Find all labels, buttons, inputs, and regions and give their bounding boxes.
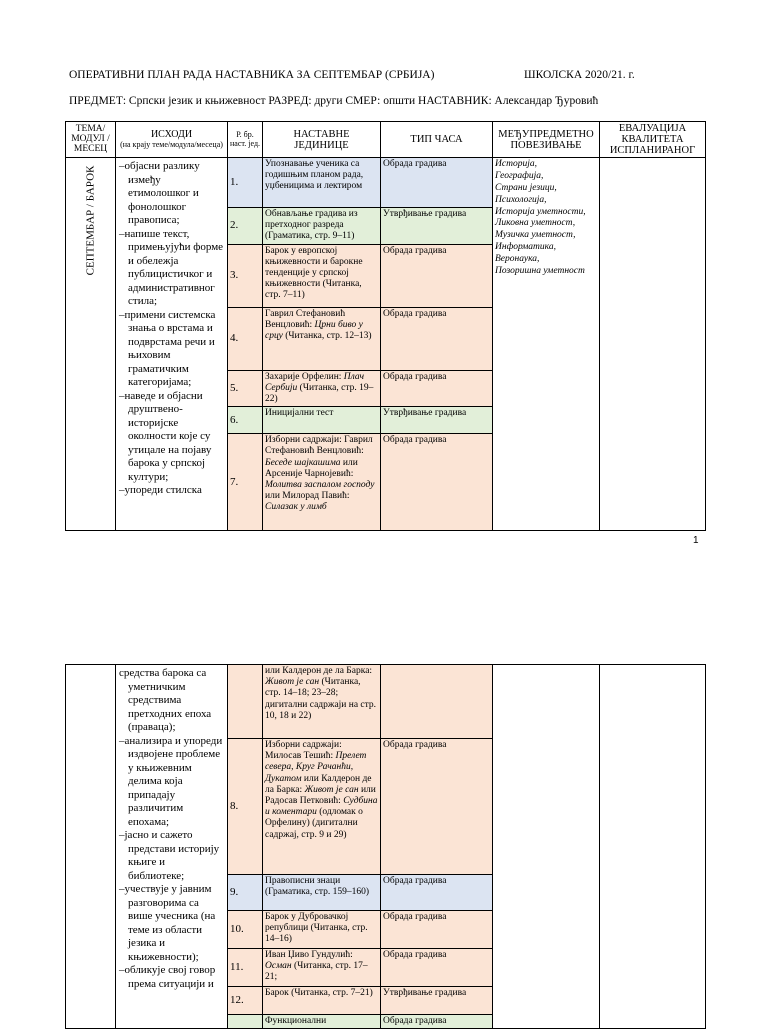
outcomes-cell xyxy=(116,158,228,531)
lesson-text: или Арсеније Чарнојевић: xyxy=(265,457,358,479)
lesson-number: 8. xyxy=(228,739,263,875)
lesson-type: Утврђивање градива xyxy=(381,208,493,245)
lesson-number: 1. xyxy=(228,158,263,208)
correlation-cell xyxy=(493,665,600,1029)
lesson-text: Барок (Читанка, стр. 7–21) xyxy=(265,988,373,998)
header-theme: ТЕМА/ МОДУЛ /МЕСЕЦ xyxy=(66,122,116,158)
header-lesson-number: Р. бр. наст. јед. xyxy=(228,122,263,158)
lesson-type: Обрада градива xyxy=(381,244,493,307)
outcome-item: –наведе и објасни друштвено-историјске околности које су утицале на појаву барока у српској култури; xyxy=(119,389,212,483)
lesson-number xyxy=(228,1015,263,1029)
lesson-unit xyxy=(263,244,381,307)
lesson-text: Обнављање градива из претходног разреда (Граматика, стр. 9–11) xyxy=(265,209,358,242)
lesson-title-italic: Осман xyxy=(265,961,292,972)
lesson-title-italic: Силазак у лимб xyxy=(265,502,327,513)
lesson-type: Обрада градива xyxy=(381,739,493,875)
plan-title: ОПЕРАТИВНИ ПЛАН РАДА НАСТАВНИКА ЗА СЕПТЕМБАР (СРБИЈА) xyxy=(69,69,435,81)
lesson-type: Обрада градива xyxy=(381,949,493,987)
lesson-number: 4. xyxy=(228,307,263,370)
outcome-item: –обликује свој говор према ситуацији и xyxy=(119,964,216,990)
correlation-item: Веронаука, xyxy=(495,254,540,265)
lesson-text: или Калдерон де ла Барка: xyxy=(265,666,373,676)
theme-cell xyxy=(66,158,116,531)
lesson-unit xyxy=(263,407,381,434)
header-outcomes-title: ИСХОДИ xyxy=(150,129,193,141)
correlation-item: Позоришна уметност xyxy=(495,265,585,276)
correlation-item: Музичка уметност, xyxy=(495,230,576,241)
lesson-number: 12. xyxy=(228,987,263,1015)
lesson-title-italic: Живот је сан xyxy=(304,784,359,795)
lesson-text: (Читанка, стр. 14–18; 23–28; дигитални садржаји на стр. 10, 18 и 22) xyxy=(265,677,377,721)
lesson-type: Обрада градива xyxy=(381,307,493,370)
evaluation-cell xyxy=(600,665,706,1029)
lesson-number: 5. xyxy=(228,370,263,407)
outcome-item: –објасни разлику између етимолошког и фонолошког правописа; xyxy=(119,160,200,227)
theme-cell xyxy=(66,665,116,1029)
lesson-text: (одломак о Орфелину) (дигитални садржај, стр. 9 и 29) xyxy=(265,807,363,840)
lesson-title-italic: Прелет севера, Круг Рачанћи, Дукатом xyxy=(265,751,367,784)
lesson-unit xyxy=(263,949,381,987)
outcomes-cell xyxy=(116,665,228,1029)
lesson-text: Функционални xyxy=(265,1016,327,1026)
outcome-item: –упореди стилска xyxy=(119,484,202,497)
lesson-unit xyxy=(263,739,381,875)
lesson-number: 10. xyxy=(228,911,263,949)
lesson-number: 6. xyxy=(228,407,263,434)
lesson-type: Обрада градива xyxy=(381,1015,493,1029)
lesson-title-italic: Црни биво у срцу xyxy=(265,319,363,342)
lesson-type: Обрада градива xyxy=(381,875,493,911)
outcome-item: –напише текст, примењујући форме и обележја публицистичког и административног стила; xyxy=(119,227,224,308)
lesson-type: Обрада градива xyxy=(381,370,493,407)
correlation-cell xyxy=(493,158,600,531)
header-evaluation: ЕВАЛУАЦИЈА КВАЛИТЕТА ИСПЛАНИРАНОГ xyxy=(600,122,706,158)
lesson-unit xyxy=(263,987,381,1015)
lesson-unit xyxy=(263,208,381,245)
lesson-unit xyxy=(263,434,381,531)
lesson-text: Упознавање ученика са годишњим планом рада, уџбеницима и лектиром xyxy=(265,159,364,192)
school-year: ШКОЛСКА 2020/21. г. xyxy=(524,69,635,81)
lesson-text: Гаврил Стефановић Венцловић: xyxy=(265,308,346,330)
lesson-title-italic: Судбина и коментари xyxy=(265,796,378,818)
lesson-number: 2. xyxy=(228,208,263,245)
lesson-type: Утврђивање градива xyxy=(381,987,493,1015)
lesson-text: или Радосав Петковић: xyxy=(265,784,376,807)
lesson-title-italic: Молитва заспалом господу xyxy=(265,480,375,491)
lesson-unit xyxy=(263,307,381,370)
lesson-unit xyxy=(263,370,381,407)
lesson-number: 9. xyxy=(228,875,263,911)
lesson-number: 3. xyxy=(228,244,263,307)
lesson-type: Обрада градива xyxy=(381,434,493,531)
lesson-title-italic: Плач Сербији xyxy=(265,371,365,393)
lesson-unit xyxy=(263,665,381,739)
lesson-text: (Читанка, стр. 12–13) xyxy=(282,331,372,342)
correlation-item: Историја уметности, xyxy=(495,206,586,217)
header-units: НАСТАВНЕ ЈЕДИНИЦЕ xyxy=(263,122,381,158)
correlation-item: Историја, xyxy=(495,159,537,170)
outcome-item: –јасно и сажето представи историју књиге и библиотеке; xyxy=(119,829,220,882)
lesson-number: 11. xyxy=(228,949,263,987)
evaluation-cell xyxy=(600,158,706,531)
correlation-item: Ликовна уметност, xyxy=(495,218,576,229)
lesson-text: или Милорад Павић: xyxy=(265,491,350,502)
lesson-text: (Читанка, стр. 19–22) xyxy=(265,382,374,405)
lesson-type: Утврђивање градива xyxy=(381,407,493,434)
plan-header xyxy=(69,69,709,81)
correlation-item: Географија, xyxy=(495,170,544,181)
lesson-text: Иницијални тест xyxy=(265,408,334,419)
lesson-text: (Читанка, стр. 17–21; xyxy=(265,961,368,983)
correlation-item: Информатика, xyxy=(495,242,556,253)
outcome-item: –учествује у јавним разговорима са више учесника (на теме из области језика и књижевности); xyxy=(119,883,216,963)
correlation-item: Страни језици, xyxy=(495,182,557,193)
correlation-item: Психологија, xyxy=(495,194,547,205)
lesson-text: Изборни садржаји: Гаврил Стефановић Венцловић: xyxy=(265,435,373,457)
lesson-unit xyxy=(263,1015,381,1029)
outcome-item: –примени системска знања о врстама и подврстама речи и њиховим граматичким категоријама; xyxy=(119,308,216,389)
lesson-unit xyxy=(263,875,381,911)
lesson-text: Барок у Дубровачкој републици (Читанка, стр. 14–16) xyxy=(265,912,368,945)
lesson-number: 7. xyxy=(228,434,263,531)
table-row xyxy=(66,665,706,739)
page-number: 1 xyxy=(693,535,699,546)
plan-table-page-1 xyxy=(65,121,706,531)
lesson-text: Правописни знаци (Граматика, стр. 159–160) xyxy=(265,876,370,898)
theme-vertical-label: СЕПТЕМБАР / БАРОК xyxy=(84,165,97,276)
outcome-item: средства барока са уметничким средствима претходних епоха (правaца); xyxy=(119,667,212,734)
lesson-text: или Калдерон де ла Барка: xyxy=(265,773,372,795)
lesson-number xyxy=(228,665,263,739)
subject-line: ПРЕДМЕТ: Српски језик и књижевност РАЗРЕД: други СМЕР: општи НАСТАВНИК: Александар Ђуровић xyxy=(69,95,599,107)
lesson-text: Изборни садржаји: Милосав Тешић: xyxy=(265,740,342,762)
table-header-row xyxy=(66,122,706,158)
header-lesson-type: ТИП ЧАСА xyxy=(381,122,493,158)
header-outcomes xyxy=(116,122,228,158)
lesson-type: Обрада градива xyxy=(381,911,493,949)
lesson-text: Захарије Орфелин: xyxy=(265,371,344,382)
header-outcomes-subtitle: (на крају теме/модула/месеца) xyxy=(120,139,223,149)
lesson-type xyxy=(381,665,493,739)
lesson-text: Иван Џиво Гундулић: xyxy=(265,950,353,960)
table-row xyxy=(66,158,706,208)
outcome-item: –анализира и упореди издвојене проблеме у књижевним делима која припадају различитим епохама; xyxy=(119,734,223,828)
lesson-text: Барок у европској књижевности и барокне тенденције у српској књижевности (Читанка, стр. 7–11) xyxy=(265,245,363,301)
lesson-unit xyxy=(263,158,381,208)
header-correlation: МЕЂУПРЕДМЕТНО ПОВЕЗИВАЊЕ xyxy=(493,122,600,158)
lesson-unit xyxy=(263,911,381,949)
lesson-title-italic: Беседе шајкашима xyxy=(265,457,341,468)
plan-table-page-2 xyxy=(65,664,706,1029)
lesson-title-italic: Живот је сан xyxy=(265,677,320,688)
lesson-type: Обрада градива xyxy=(381,158,493,208)
